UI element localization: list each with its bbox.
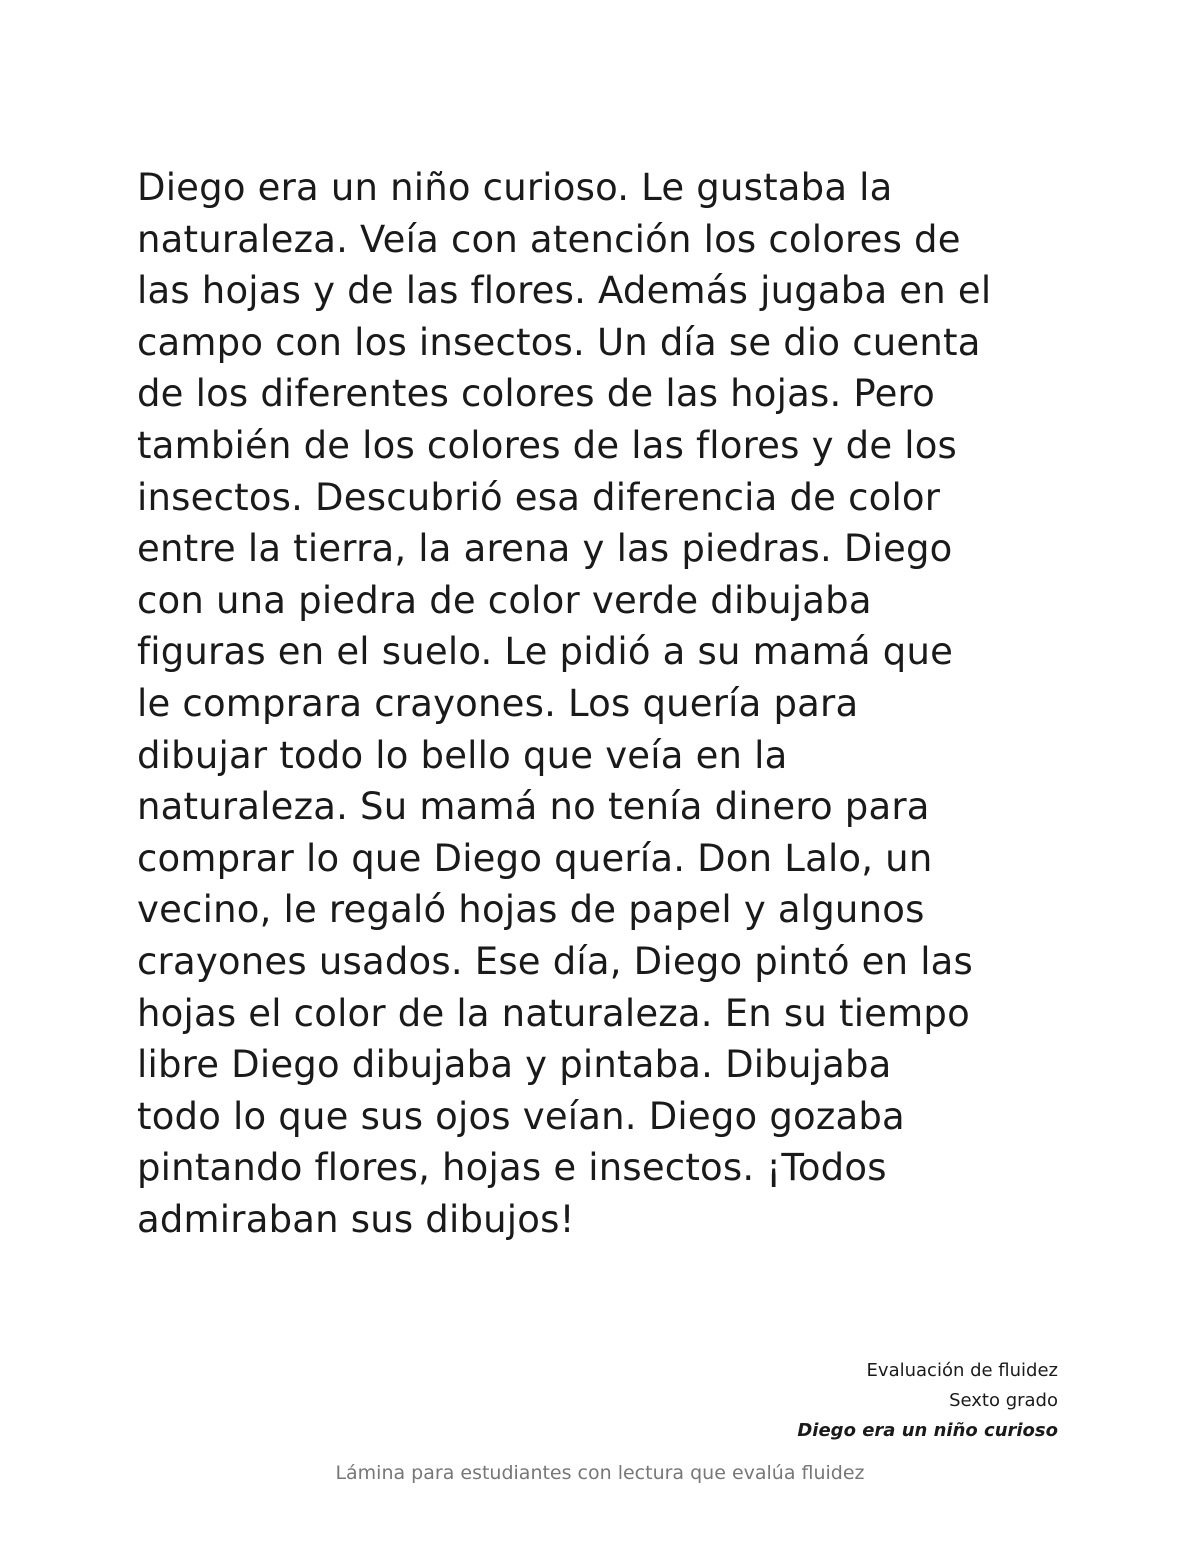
passage-line: con una piedra de color verde dibujaba <box>137 578 872 622</box>
sheet-caption: Lámina para estudiantes con lectura que evalúa fluidez <box>335 1462 865 1484</box>
passage-line: entre la tierra, la arena y las piedras. Diego <box>137 527 953 571</box>
passage-title: Diego era un niño curioso <box>797 1420 1058 1441</box>
passage-line: de los diferentes colores de las hojas. Pero <box>137 372 935 416</box>
passage-line: pintando flores, hojas e insectos. ¡Todos <box>137 1146 887 1190</box>
passage-line: naturaleza. Veía con atención los colores de <box>137 217 961 261</box>
passage-line: insectos. Descubrió esa diferencia de color <box>137 475 941 519</box>
passage-line: hojas el color de la naturaleza. En su tiempo <box>137 991 970 1035</box>
evaluation-label: Evaluación de fluidez <box>866 1360 1058 1381</box>
passage-line: crayones usados. Ese día, Diego pintó en las <box>137 939 974 983</box>
passage-line: también de los colores de las flores y de los <box>137 423 958 467</box>
passage-line: Diego era un niño curioso. Le gustaba la <box>137 166 893 209</box>
passage-line: las hojas y de las flores. Además jugaba en el <box>137 269 992 313</box>
passage-line: figuras en el suelo. Le pidió a su mamá que <box>137 630 954 674</box>
passage-line: admiraban sus dibujos! <box>137 1197 575 1241</box>
grade-label: Sexto grado <box>949 1390 1058 1411</box>
passage-line: libre Diego dibujaba y pintaba. Dibujaba <box>137 1043 892 1087</box>
passage-line: todo lo que sus ojos veían. Diego gozaba <box>137 1094 905 1138</box>
passage-line: le comprara crayones. Los quería para <box>137 681 859 725</box>
passage-line: comprar lo que Diego quería. Don Lalo, un <box>137 836 933 880</box>
passage-line: dibujar todo lo bello que veía en la <box>137 733 788 777</box>
footer-info <box>797 1356 1058 1446</box>
passage-line: campo con los insectos. Un día se dio cuenta <box>137 320 981 364</box>
reading-passage <box>137 162 1097 1245</box>
passage-line: vecino, le regaló hojas de papel y algunos <box>137 888 925 932</box>
passage-line: naturaleza. Su mamá no tenía dinero para <box>137 785 930 829</box>
